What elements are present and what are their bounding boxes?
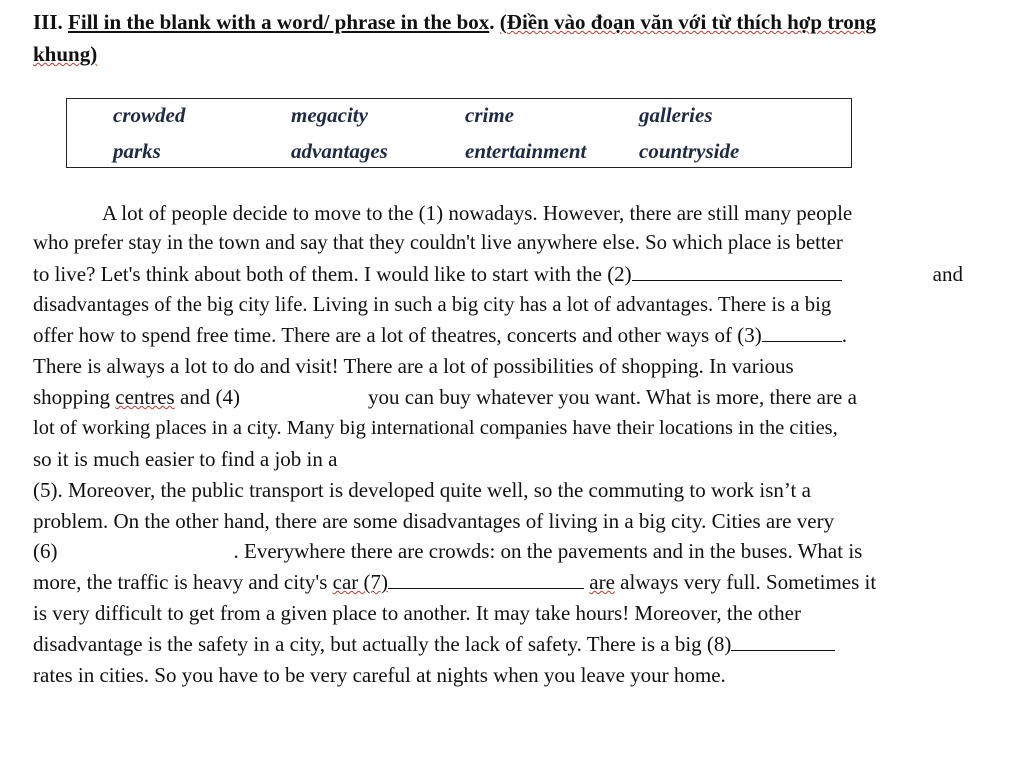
passage-text: car (7) <box>332 570 389 594</box>
blank-3[interactable] <box>762 323 842 342</box>
passage-line <box>33 259 963 290</box>
passage-line: (5). Moreover, the public transport is developed quite well, so the commuting to work isn’t a <box>33 478 811 502</box>
word-option: crowded <box>113 103 186 127</box>
passage-line: There is always a lot to do and visit! There are a lot of possibilities of shopping. In various <box>33 354 794 378</box>
passage-line <box>33 320 963 351</box>
passage-text: . <box>841 323 847 347</box>
passage-line: A lot of people decide to move to the (1) nowadays. However, there are still many people <box>102 201 853 225</box>
passage-text: to live? Let's think about both of them. I would like to start with the (2) <box>33 262 632 286</box>
passage-text: always very full. Sometimes it <box>620 570 877 594</box>
passage-line <box>33 382 963 413</box>
vietnamese-instruction-cont: khung) <box>33 42 98 66</box>
exercise-number: III. <box>33 10 63 34</box>
passage-text: and (4) <box>179 385 241 409</box>
passage-line: problem. On the other hand, there are some disadvantages of living in a big city. Cities are very <box>33 509 835 533</box>
passage-line: so it is much easier to find a job in a <box>33 447 338 471</box>
passage-text: centres <box>115 385 175 409</box>
vietnamese-instruction: (Điền vào đoạn văn với từ thích hợp trong <box>499 10 876 34</box>
heading-period: . <box>489 10 495 34</box>
passage-text: and <box>932 262 963 286</box>
passage-text: more, the traffic is heavy and city's <box>33 570 328 594</box>
blank-7[interactable] <box>388 570 584 589</box>
word-option: countryside <box>639 139 740 163</box>
passage-text: (6) <box>33 539 58 563</box>
passage-line: rates in cities. So you have to be very careful at nights when you leave your home. <box>33 663 726 687</box>
word-option: megacity <box>291 103 368 127</box>
passage-text: disadvantage is the safety in a city, but actually the lack of safety. There is a big (8) <box>33 632 732 656</box>
passage-line: lot of working places in a city. Many big international companies have their locations in the cities, <box>33 417 838 439</box>
passage-line <box>33 629 963 660</box>
passage-text: shopping <box>33 385 111 409</box>
passage-line: disadvantages of the big city life. Living in such a big city has a lot of advantages. There is a big <box>33 294 832 316</box>
passage-text: offer how to spend free time. There are a lot of theatres, concerts and other ways of (3) <box>33 323 762 347</box>
passage-line <box>33 567 963 598</box>
passage-line: who prefer stay in the town and say that they couldn't live anywhere else. So which place is better <box>33 232 843 254</box>
passage-text: you can buy whatever you want. What is more, there are a <box>368 385 857 409</box>
word-option: parks <box>113 139 161 163</box>
exercise-instruction: Fill in the blank with a word/ phrase in the box <box>68 10 490 34</box>
word-option: crime <box>465 103 514 127</box>
passage-text: are <box>589 570 615 594</box>
word-option: entertainment <box>465 139 587 163</box>
passage-text: . Everywhere there are crowds: on the pavements and in the buses. What is <box>233 539 863 563</box>
blank-2[interactable] <box>632 262 842 281</box>
word-option: galleries <box>639 103 713 127</box>
exercise-heading <box>33 6 978 70</box>
passage-line <box>33 536 963 567</box>
word-box <box>66 98 852 168</box>
blank-8[interactable] <box>731 632 835 651</box>
word-option: advantages <box>291 139 388 163</box>
passage-line: is very difficult to get from a given place to another. It may take hours! Moreover, the other <box>33 601 801 625</box>
